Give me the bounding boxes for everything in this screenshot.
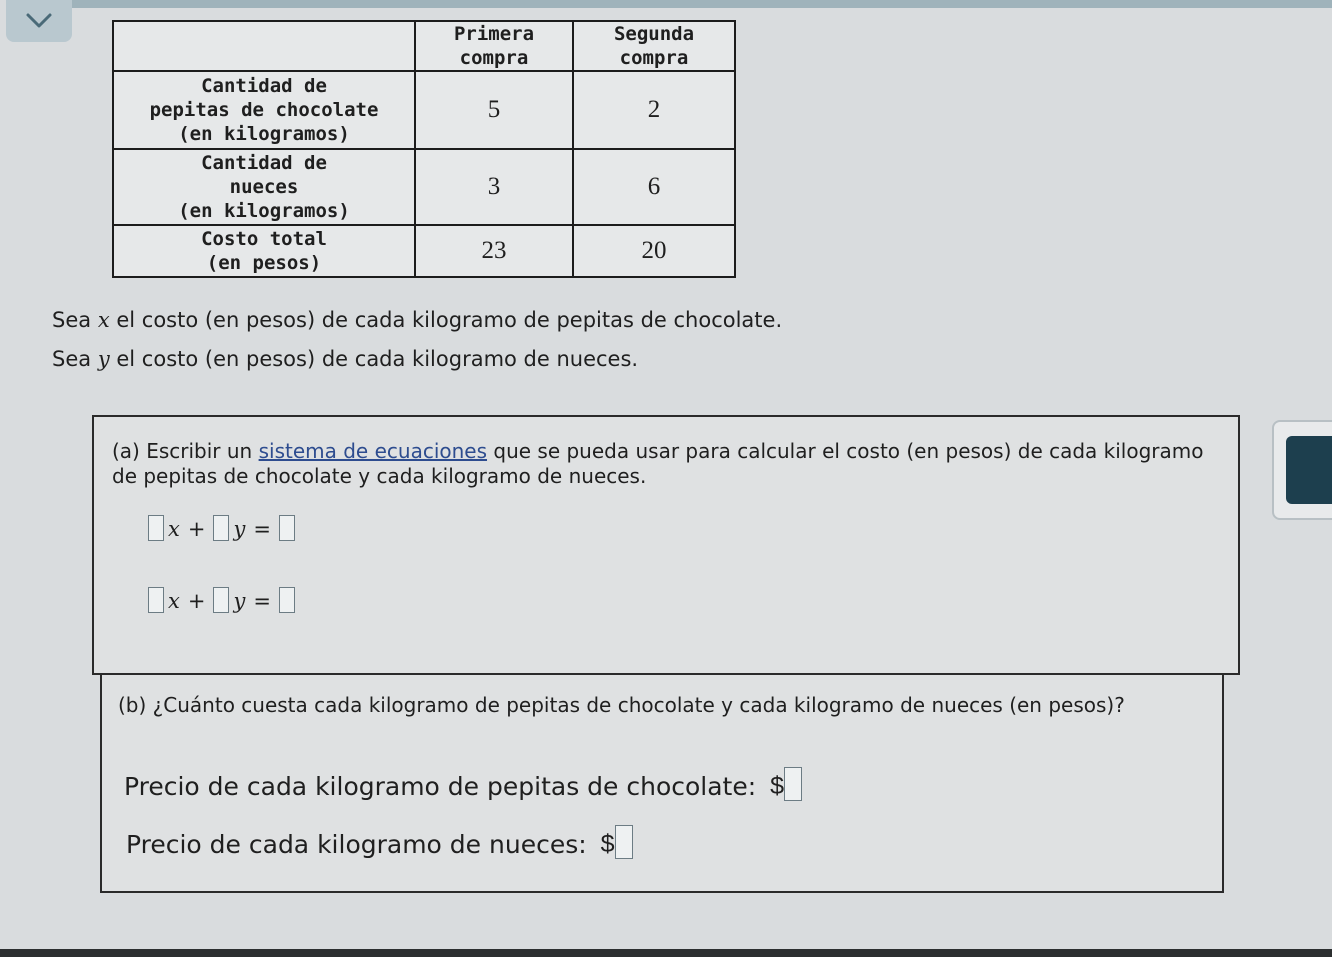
top-strip [72,0,1332,8]
table-header: Segunda compra [573,21,735,71]
constant-input-1[interactable] [279,515,295,541]
coef-y-input-2[interactable] [213,587,229,613]
coef-x-input-2[interactable] [148,587,164,613]
statement-x: Sea x el costo (en pesos) de cada kilogramo de pepitas de chocolate. [52,308,783,332]
equation-2: x + y = [148,587,299,613]
table-cell: 20 [573,225,735,277]
coef-x-input-1[interactable] [148,515,164,541]
nuts-price-input[interactable] [615,825,633,859]
chocolate-price-input[interactable] [784,767,802,801]
side-panel-toggle[interactable] [1272,420,1332,520]
chevron-down-icon [25,12,53,30]
row-label: Cantidad de nueces (en kilogramos) [113,149,415,225]
table-header-row [113,21,735,71]
bottom-strip [0,949,1332,957]
table-cell: 2 [573,71,735,149]
panel-toggle-icon [1286,436,1332,504]
part-b-panel [100,673,1224,893]
table-cell: 23 [415,225,573,277]
table-cell: 3 [415,149,573,225]
data-table [112,20,736,278]
table-corner-cell [113,21,415,71]
row-label: Cantidad de pepitas de chocolate (en kilogramos) [113,71,415,149]
statement-y: Sea y el costo (en pesos) de cada kilogramo de nueces. [52,347,639,371]
table-row [113,225,735,277]
table-cell: 6 [573,149,735,225]
table-header: Primera compra [415,21,573,71]
row-label: Costo total (en pesos) [113,225,415,277]
nuts-price-row: Precio de cada kilogramo de nueces: $ [126,825,633,859]
table-row [113,149,735,225]
equation-1: x + y = [148,515,299,541]
part-a-panel [92,415,1240,675]
table-cell: 5 [415,71,573,149]
part-b-prompt: (b) ¿Cuánto cuesta cada kilogramo de pepitas de chocolate y cada kilogramo de nueces (en pesos)? [118,693,1125,717]
table-row [113,71,735,149]
constant-input-2[interactable] [279,587,295,613]
coef-y-input-1[interactable] [213,515,229,541]
part-a-prompt: (a) Escribir un sistema de ecuaciones que se pueda usar para calcular el costo (en pesos) de cada kilogramo de pepitas de chocolate y cada kilogramo de nueces. [112,439,1204,488]
collapse-button[interactable] [6,0,72,42]
chocolate-price-row: Precio de cada kilogramo de pepitas de chocolate: $ [124,767,802,801]
system-of-equations-link[interactable]: sistema de ecuaciones [258,439,488,463]
